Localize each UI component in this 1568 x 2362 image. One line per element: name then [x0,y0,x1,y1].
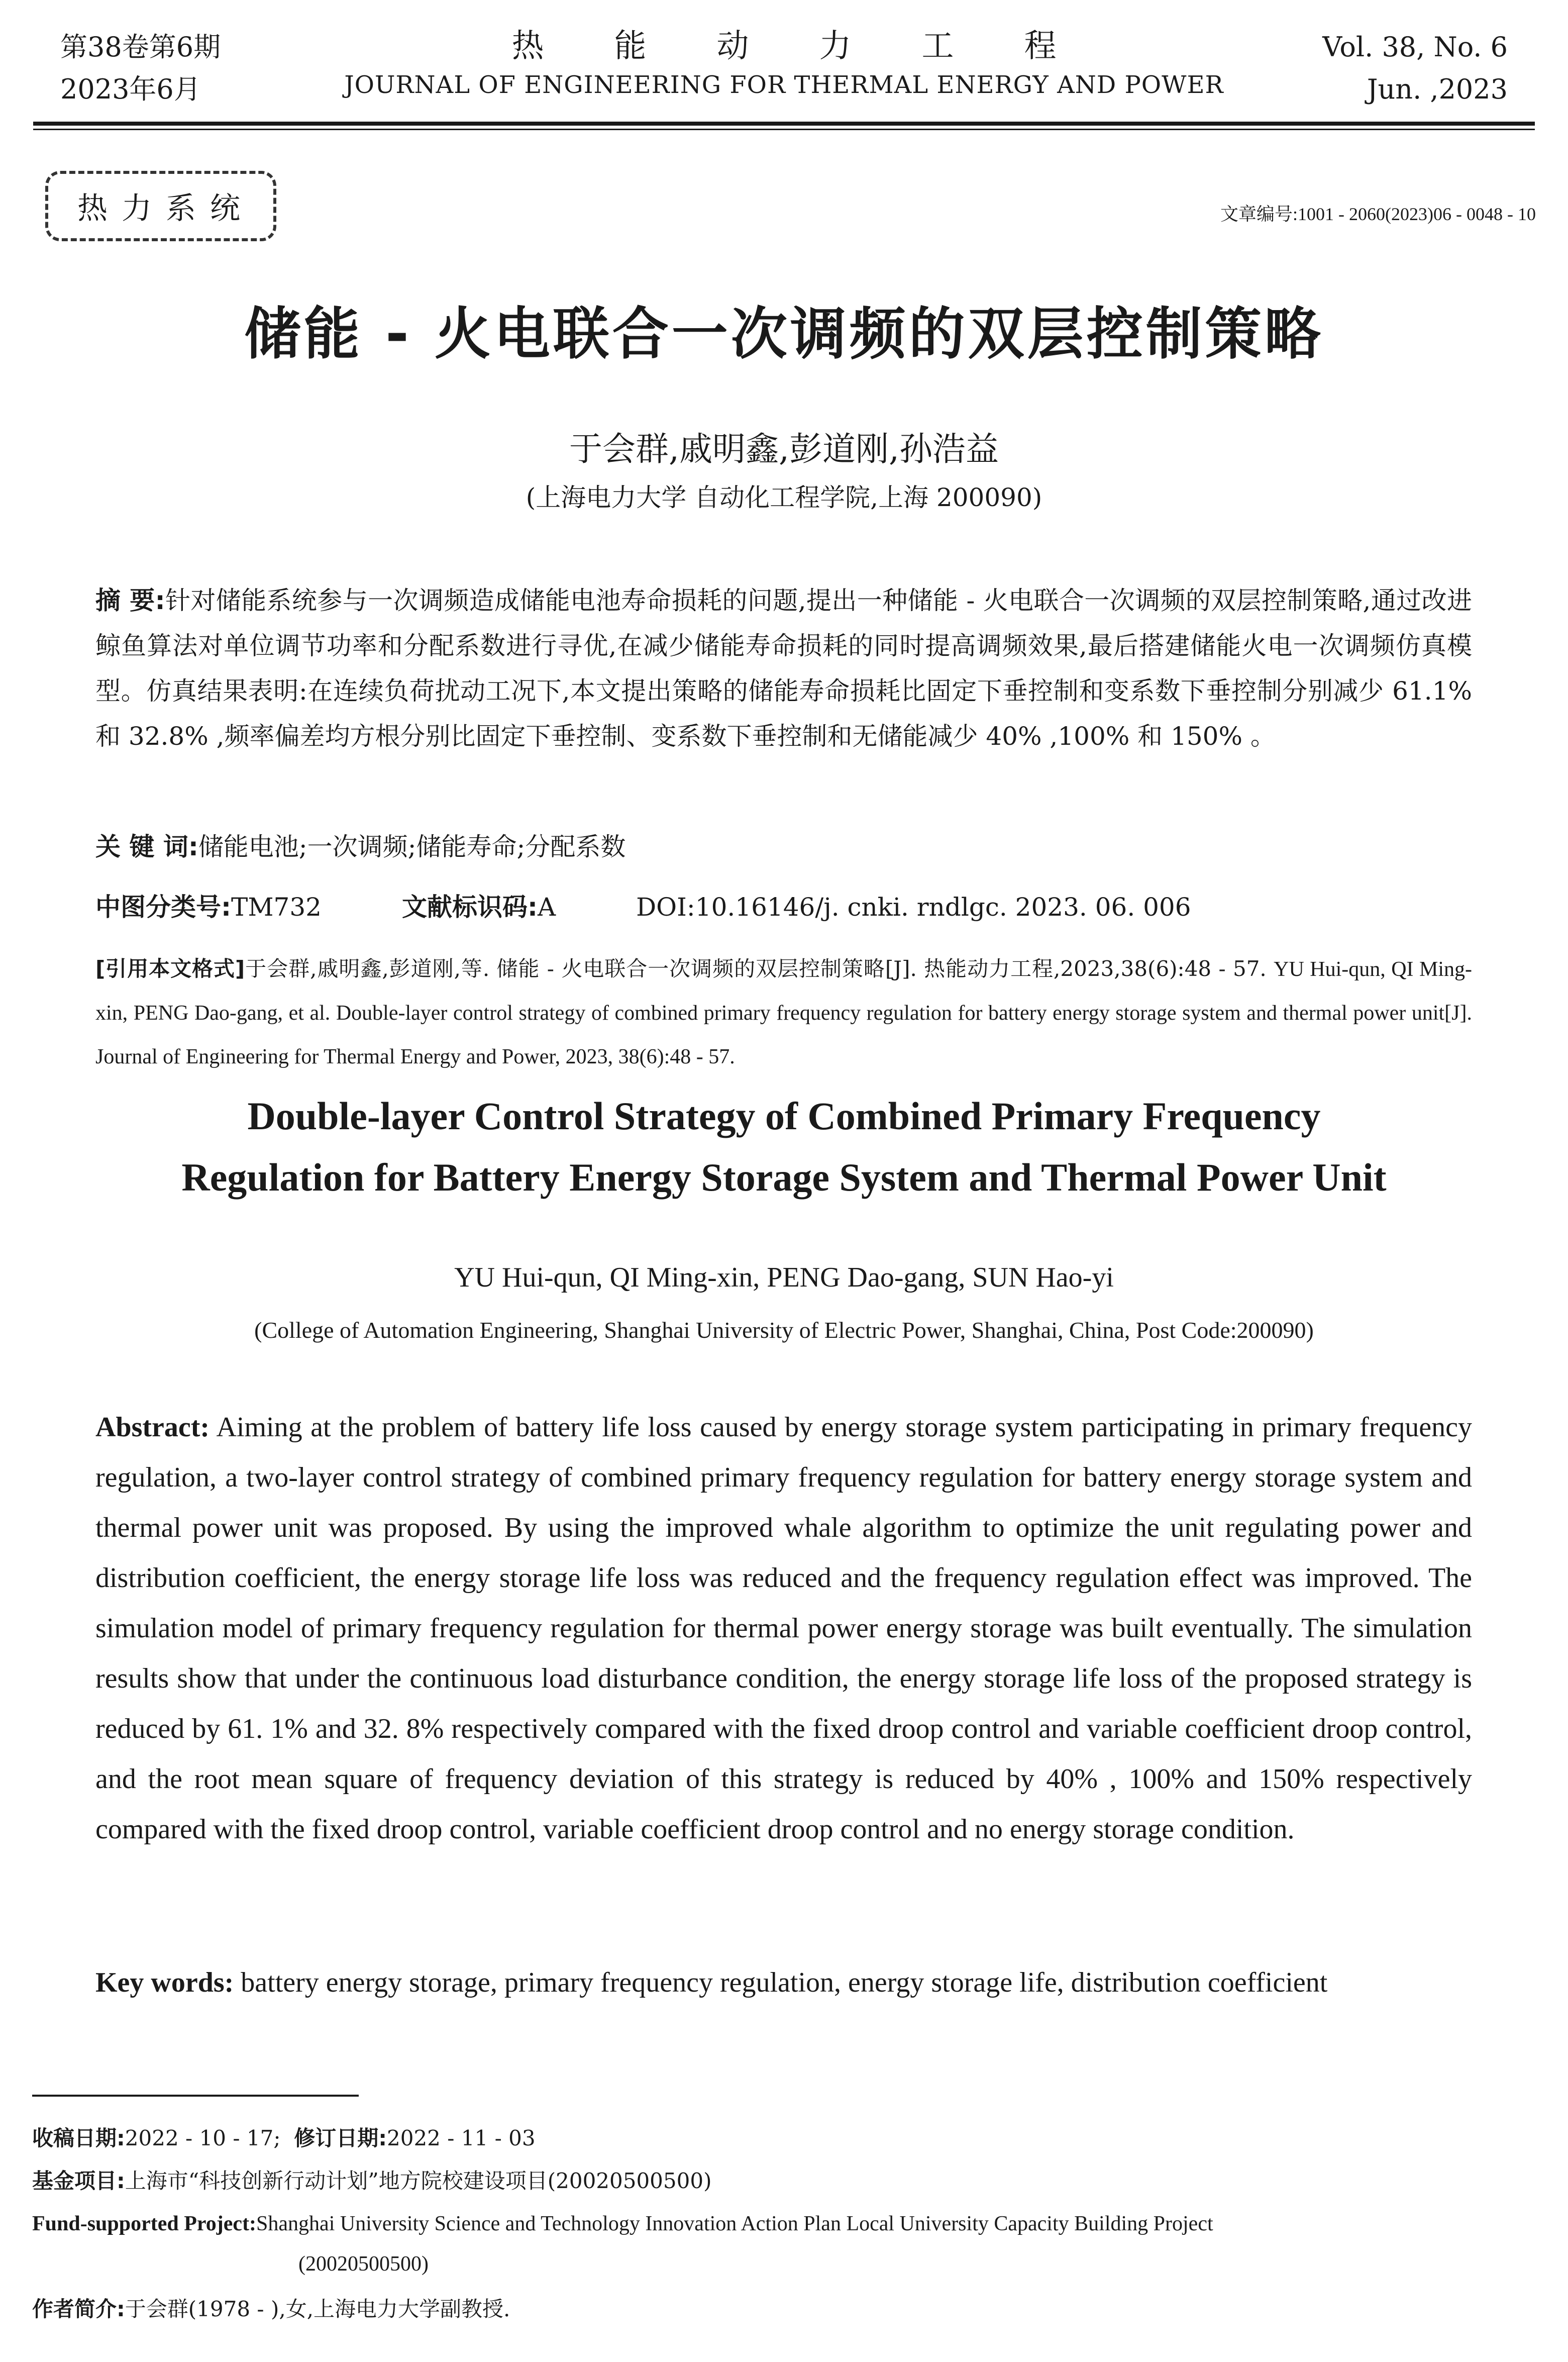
footnote-fund-en [32,2204,1514,2284]
abstract-en-text: Aiming at the problem of battery life loss caused by energy storage system participating in primary frequency regulation, a two-layer control strategy of combined primary frequency regulation for battery energy storage system and thermal power unit was proposed. By using the improved whale algorithm to optimize the unit regulating power and distribution coefficient, the energy storage life loss was reduced and the frequency regulation effect was improved. The simulation model of primary frequency regulation for thermal power energy storage was built eventually. The simulation results show that under the continuous load disturbance condition, the energy storage life loss of the proposed strategy is reduced by 61. 1% and 32. 8% respectively compared with the fixed droop control and variable coefficient droop control, and the root mean square of frequency deviation of this strategy is reduced by 40% , 100% and 150% respectively compared with the fixed droop control, variable coefficient droop control and no energy storage condition. [95,1412,1472,1845]
doi: DOI:10.16146/j. cnki. rndlgc. 2023. 06. 006 [636,893,1191,922]
author-value: 于会群(1978 - ),女,上海电力大学副教授. [125,2297,510,2321]
authors-cn: 于会群,戚明鑫,彭道刚,孙浩益 [569,430,999,468]
citation-label: [引用本文格式] [95,956,245,981]
classification-row [95,884,1472,930]
abstract-cn [95,578,1472,759]
footnote-author [32,2289,1514,2329]
keywords-en-text: battery energy storage, primary frequency regulation, energy storage life, distribution coefficient [241,1967,1328,1998]
journal-name-en: JOURNAL OF ENGINEERING FOR THERMAL ENERGY AND POWER [344,71,1224,99]
received-label: 收稿日期: [32,2126,125,2150]
clc-label: 中图分类号: [95,893,231,922]
section-tag: 热力系统 [45,171,276,241]
volume-cn: 第38卷第6期 [60,31,221,63]
title-en [0,1086,1568,1208]
keywords-cn-text: 储能电池;一次调频;储能寿命;分配系数 [198,832,626,861]
fund-en-value: Shanghai University Science and Technology Innovation Action Plan Local University Capacity Building Project [256,2212,1213,2235]
date-en: Jun. ,2023 [1367,73,1508,105]
header-rule-thick [33,122,1535,126]
title-en-line1: Double-layer Control Strategy of Combined Primary Frequency [247,1094,1321,1138]
fund-cn-label: 基金项目: [32,2169,125,2193]
date-cn: 2023年6月 [60,73,201,105]
keywords-en-label: Key words: [95,1967,234,1998]
title-en-line2: Regulation for Battery Energy Storage System and Thermal Power Unit [181,1155,1387,1199]
authors-en: YU Hui-qun, QI Ming-xin, PENG Dao-gang, SUN Hao-yi [454,1262,1114,1293]
title-cn: 储能 - 火电联合一次调频的双层控制策略 [244,302,1324,367]
article-number: 文章编号:1001 - 2060(2023)06 - 0048 - 10 [1220,204,1536,224]
footnote-rule [32,2095,359,2097]
keywords-cn-label: 关 键 词: [95,832,198,861]
citation [95,947,1472,1078]
header-right [1322,26,1508,111]
footnote-dates [32,2118,1514,2158]
citation-cn: 于会群,戚明鑫,彭道刚,等. 储能 - 火电联合一次调频的双层控制策略[J]. 热能动力工程,2023,38(6):48 - 57. [245,956,1267,981]
fund-en-code: (20020500500) [298,2252,429,2276]
keywords-en [95,1957,1472,2008]
abstract-cn-label: 摘 要: [95,586,165,615]
header-rule-thin [33,129,1535,130]
journal-name-cn: 热能动力工程 [511,28,1127,65]
citation-en: YU Hui-qun, QI Ming-xin, PENG Dao-gang, et al. Double-layer control strategy of combined primary frequency regulation for battery energy storage system and thermal power unit[J]. Journal of Engineering for Thermal Energy and Power, 2023, 38(6):48 - 57. [95,958,1472,1068]
revised-label: 修订日期: [294,2126,387,2150]
affiliation-en: (College of Automation Engineering, Shanghai University of Electric Power, Shanghai, China, Post Code:200090) [254,1317,1314,1343]
abstract-en-label: Abstract: [95,1412,210,1443]
fund-cn-value: 上海市“科技创新行动计划”地方院校建设项目(20020500500) [125,2169,712,2193]
fund-en-label: Fund-supported Project: [32,2212,257,2235]
doc-code-label: 文献标识码: [401,893,538,922]
volume-en: Vol. 38, No. 6 [1322,31,1508,63]
author-label: 作者简介: [32,2297,125,2321]
received-value: 2022 - 10 - 17; [125,2126,281,2150]
clc-value: TM732 [231,893,322,922]
abstract-cn-text: 针对储能系统参与一次调频造成储能电池寿命损耗的问题,提出一种储能 - 火电联合一次调频的双层控制策略,通过改进鲸鱼算法对单位调节功率和分配系数进行寻优,在减少储能寿命损耗的同时提高调频效果,最后搭建储能火电一次调频仿真模型。仿真结果表明:在连续负荷扰动工况下,本文提出策略的储能寿命损耗比固定下垂控制和变系数下垂控制分别减少 61.1% 和 32.8% ,频率偏差均方根分别比固定下垂控制、变系数下垂控制和无储能减少 40% ,100% 和 150% 。 [95,586,1473,751]
affiliation-cn: (上海电力大学 自动化工程学院,上海 200090) [526,483,1042,512]
revised-value: 2022 - 11 - 03 [387,2126,536,2150]
abstract-en [95,1402,1472,1854]
doc-code-value: A [537,893,556,922]
footnote-fund-cn [32,2161,1514,2201]
keywords-cn [95,824,1472,869]
